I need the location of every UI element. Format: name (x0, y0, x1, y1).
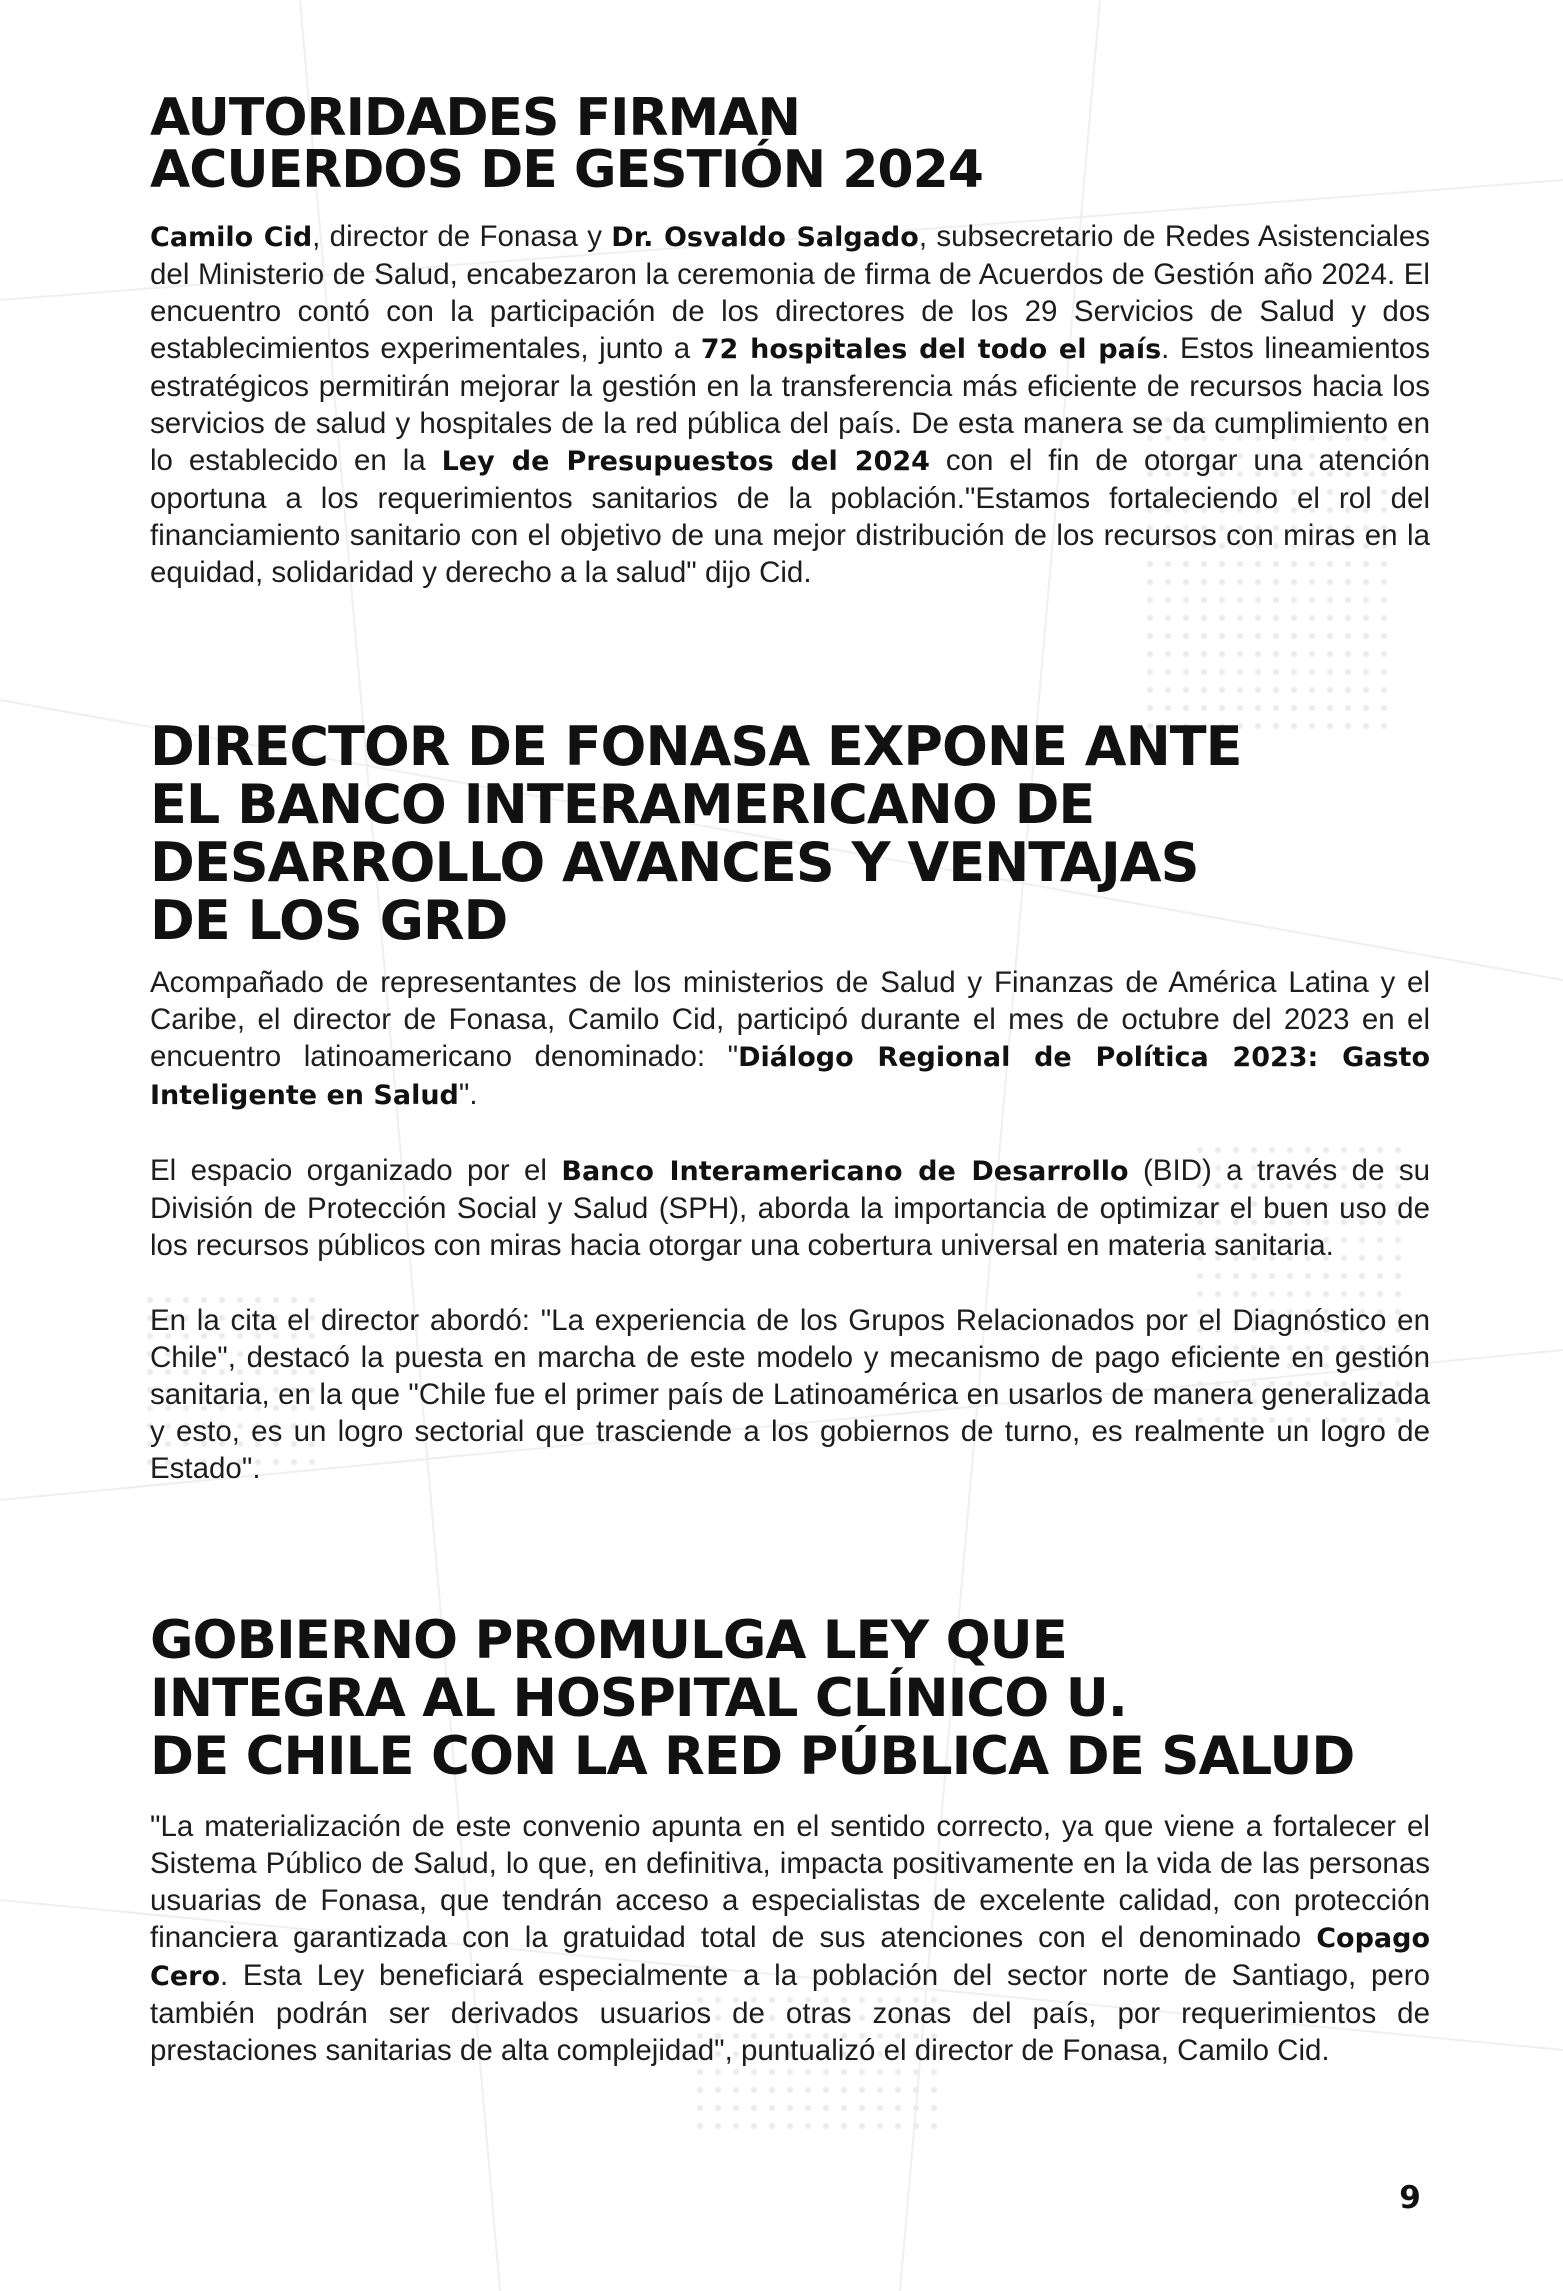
bg-dot (1255, 597, 1261, 603)
bg-dot (1219, 615, 1225, 621)
bg-dot (1183, 633, 1189, 639)
bg-dot (859, 2087, 865, 2093)
bold-text: Camilo Cid (150, 222, 313, 253)
bg-dot (913, 2123, 919, 2129)
title-line: EL BANCO INTERAMERICANO DE (150, 773, 1095, 836)
bg-dot (1183, 705, 1189, 711)
text-run: , subsecretario de Redes Asistenciales del Ministerio de Salud, encabezaron la ceremonia de firma de Acuerdos de Gestión año 2024. El encuentro contó con la participación de los directores de los 29 Servicios de Salud y dos establecimientos experimentales, junto a (150, 220, 1430, 365)
bg-dot (1183, 615, 1189, 621)
article-2 (150, 715, 1431, 1487)
bg-dot (841, 2087, 847, 2093)
bg-dot (1345, 597, 1351, 603)
bg-dot (1309, 651, 1315, 657)
title-line: INTEGRA AL HOSPITAL CLÍNICO U. (150, 1668, 1127, 1729)
bg-dot (841, 2123, 847, 2129)
text-run: El espacio organizado por el (150, 1154, 562, 1187)
bg-dot (715, 2123, 721, 2129)
bg-dot (1201, 705, 1207, 711)
bg-dot (913, 2105, 919, 2111)
bg-dot (1165, 687, 1171, 693)
bg-dot (1273, 687, 1279, 693)
article-1 (150, 88, 1430, 591)
bg-dot (715, 2087, 721, 2093)
text-run: con el fin de otorgar una atención oportuna a los requerimientos sanitarios de la población."Estamos fortaleciendo el rol del financiamiento sanitario con el objetivo de una mejor distribución de los recursos con miras en la equidad, solidaridad y derecho a la salud" dijo Cid. (150, 444, 1430, 589)
title-line: DESARROLLO AVANCES Y VENTAJAS (150, 831, 1199, 894)
bg-dot (1219, 651, 1225, 657)
bg-dot (1381, 615, 1387, 621)
bg-dot (931, 2087, 937, 2093)
bg-dot (877, 2087, 883, 2093)
bg-dot (805, 2105, 811, 2111)
bg-dot (1309, 705, 1315, 711)
bg-dot (1165, 597, 1171, 603)
bg-dot (1327, 705, 1333, 711)
bg-dot (751, 2105, 757, 2111)
bg-dot (805, 2123, 811, 2129)
bg-dot (1273, 705, 1279, 711)
bg-dot (895, 2123, 901, 2129)
bg-dot (733, 2087, 739, 2093)
bg-dot (1309, 615, 1315, 621)
bg-dot (823, 2069, 829, 2075)
bg-dot (1345, 669, 1351, 675)
article-3-paragraph-1 (150, 1808, 1430, 2069)
bg-dot (1273, 651, 1279, 657)
bg-dot (1183, 597, 1189, 603)
bg-dot (931, 2069, 937, 2075)
bg-dot (1255, 669, 1261, 675)
bg-dot (913, 2087, 919, 2093)
bg-dot (733, 2123, 739, 2129)
bg-dot (697, 2123, 703, 2129)
bg-dot (1147, 615, 1153, 621)
bg-dot (1291, 687, 1297, 693)
bg-dot (805, 2087, 811, 2093)
bg-dot (1273, 669, 1279, 675)
bg-dot (697, 2087, 703, 2093)
bg-dot (895, 2087, 901, 2093)
bg-dot (1327, 687, 1333, 693)
bg-dot (1165, 615, 1171, 621)
bg-dot (1363, 687, 1369, 693)
bg-dot (1147, 669, 1153, 675)
bg-dot (1327, 633, 1333, 639)
bg-dot (841, 2069, 847, 2075)
bg-dot (787, 2087, 793, 2093)
bg-dot (1273, 615, 1279, 621)
bg-dot (1381, 687, 1387, 693)
bg-dot (1237, 597, 1243, 603)
bg-dot (1165, 705, 1171, 711)
bold-text: Ley de Presupuestos del 2024 (441, 446, 930, 477)
bg-dot (1291, 633, 1297, 639)
bg-dot (1201, 615, 1207, 621)
bg-dot (877, 2105, 883, 2111)
bg-dot (1255, 687, 1261, 693)
bg-dot (1327, 597, 1333, 603)
bg-dot (769, 2123, 775, 2129)
title-line: GOBIERNO PROMULGA LEY QUE (150, 1610, 1067, 1671)
text-run: ". (458, 1078, 478, 1111)
bg-dot (823, 2123, 829, 2129)
text-run: , director de Fonasa y (312, 220, 612, 253)
bg-dot (1255, 651, 1261, 657)
bg-dot (715, 2069, 721, 2075)
bg-dot (931, 2123, 937, 2129)
bg-dot (1183, 687, 1189, 693)
bg-dot (859, 2105, 865, 2111)
bg-dot (1363, 597, 1369, 603)
bg-dot (751, 2069, 757, 2075)
bg-dot (787, 2123, 793, 2129)
bg-dot (1381, 651, 1387, 657)
bg-dot (1273, 597, 1279, 603)
title-line: DE CHILE CON LA RED PÚBLICA DE SALUD (150, 1726, 1355, 1787)
bg-dot (733, 2105, 739, 2111)
bg-dot (1345, 705, 1351, 711)
article-2-paragraph-2 (150, 1152, 1430, 1264)
article-1-paragraph-1 (150, 218, 1430, 591)
bg-dot (769, 2105, 775, 2111)
bg-dot (1165, 651, 1171, 657)
bg-dot (1345, 633, 1351, 639)
bg-dot (1147, 597, 1153, 603)
bg-dot (1381, 705, 1387, 711)
article-2-paragraph-3 (150, 1302, 1430, 1487)
bg-dot (697, 2069, 703, 2075)
title-line: DIRECTOR DE FONASA EXPONE ANTE (150, 715, 1242, 778)
bg-dot (1327, 651, 1333, 657)
bg-dot (1309, 633, 1315, 639)
bg-dot (1273, 633, 1279, 639)
article-1-title (150, 88, 1430, 200)
bg-dot (1291, 669, 1297, 675)
bg-dot (769, 2087, 775, 2093)
bg-dot (715, 2105, 721, 2111)
bg-dot (1201, 597, 1207, 603)
bold-text: 72 hospitales del todo el país (700, 334, 1162, 365)
bg-dot (1237, 633, 1243, 639)
bg-dot (1345, 687, 1351, 693)
bg-dot (1219, 687, 1225, 693)
bg-dot (1219, 633, 1225, 639)
text-run: . Estos lineamientos estratégicos permitirán mejorar la gestión en la transferencia más eficiente de recursos hacia los servicios de salud y hospitales de la red pública del país. De esta manera se da cumplimiento en lo establecido en la (150, 332, 1430, 477)
bg-dot (1201, 633, 1207, 639)
bg-dot (1255, 615, 1261, 621)
title-line: ACUERDOS DE GESTIÓN 2024 (150, 140, 983, 200)
bg-dot (895, 2069, 901, 2075)
bg-dot (1219, 597, 1225, 603)
bold-text: Copago Cero (150, 1923, 1430, 1992)
bg-dot (1183, 651, 1189, 657)
bg-dot (1345, 615, 1351, 621)
bg-dot (1237, 705, 1243, 711)
bg-dot (1147, 705, 1153, 711)
bold-text: Diálogo Regional de Política 2023: Gasto Inteligente en Salud (150, 1042, 1430, 1111)
bg-dot (859, 2069, 865, 2075)
bg-dot (805, 2069, 811, 2075)
bg-dot (1327, 669, 1333, 675)
bg-dot (1237, 687, 1243, 693)
bg-dot (769, 2069, 775, 2075)
article-2-title (150, 715, 1430, 952)
bg-dot (1165, 669, 1171, 675)
article-2-paragraph-1 (150, 964, 1430, 1114)
bg-dot (1381, 597, 1387, 603)
bg-dot (877, 2123, 883, 2129)
bg-dot (1363, 669, 1369, 675)
bg-dot (1363, 651, 1369, 657)
bg-dot (895, 2105, 901, 2111)
bg-dot (697, 2105, 703, 2111)
bg-dot (751, 2087, 757, 2093)
bg-dot (1201, 651, 1207, 657)
bg-dot (751, 2123, 757, 2129)
bg-dot (787, 2069, 793, 2075)
bg-dot (859, 2123, 865, 2129)
bg-dot (787, 2105, 793, 2111)
bg-dot (1363, 615, 1369, 621)
bg-dot (913, 2069, 919, 2075)
article-3-title (150, 1612, 1430, 1786)
bg-dot (1237, 669, 1243, 675)
bg-dot (877, 2069, 883, 2075)
bg-dot (1345, 651, 1351, 657)
bg-dot (1363, 705, 1369, 711)
text-run: Acompañado de representantes de los ministerios de Salud y Finanzas de América Latina y el Caribe, el director de Fonasa, Camilo Cid, participó durante el mes de octubre del 2023 en el encuentro latinoamericano denominado: " (150, 966, 1430, 1073)
bg-dot (1309, 687, 1315, 693)
bg-dot (1255, 705, 1261, 711)
text-run: . Esta Ley beneficiará especialmente a la población del sector norte de Santiago, pero también podrán ser derivados usuarios de otras zonas del país, por requerimientos de prestaciones sanitarias de alta complejidad", puntualizó el director de Fonasa, Camilo Cid. (150, 1959, 1430, 2067)
text-run: En la cita el director abordó: "La experiencia de los Grupos Relacionados por el Diagnóstico en Chile", destacó la puesta en marcha de este modelo y mecanismo de pago eficiente en gestión sanitaria, en la que "Chile fue el primer país de Latinoamérica en usarlos de manera generalizada y esto, es un logro sectorial que trasciende a los gobiernos de turno, es realmente un logro de Estado". (150, 1304, 1430, 1485)
bg-dot (1291, 597, 1297, 603)
article-3 (150, 1612, 1430, 2069)
bg-dot (1363, 633, 1369, 639)
bg-dot (1147, 687, 1153, 693)
bg-dot (1237, 615, 1243, 621)
bg-dot (1201, 669, 1207, 675)
bg-dot (1327, 615, 1333, 621)
title-line: AUTORIDADES FIRMAN (150, 88, 801, 148)
bg-dot (1219, 705, 1225, 711)
page-number: 9 (1399, 2180, 1421, 2216)
bg-dot (1183, 669, 1189, 675)
bg-dot (1291, 615, 1297, 621)
text-run: (BID) a través de su División de Protección Social y Salud (SPH), aborda la importancia de optimizar el buen uso de los recursos públicos con miras hacia otorgar una cobertura universal en materia sanitaria. (150, 1154, 1431, 1262)
bg-dot (841, 2105, 847, 2111)
bg-dot (1147, 651, 1153, 657)
bg-dot (823, 2105, 829, 2111)
bg-dot (1291, 705, 1297, 711)
bg-dot (1309, 669, 1315, 675)
bg-dot (733, 2069, 739, 2075)
bold-text: Dr. Osvaldo Salgado (611, 222, 919, 253)
bg-dot (1147, 633, 1153, 639)
bg-dot (1309, 597, 1315, 603)
bold-text: Banco Interamericano de Desarrollo (561, 1156, 1129, 1187)
bg-dot (1291, 651, 1297, 657)
title-line: DE LOS GRD (150, 889, 508, 952)
bg-dot (1201, 687, 1207, 693)
bg-dot (931, 2105, 937, 2111)
bg-dot (823, 2087, 829, 2093)
bg-dot (1165, 633, 1171, 639)
bg-dot (1237, 651, 1243, 657)
bg-dot (1381, 633, 1387, 639)
bg-dot (1255, 633, 1261, 639)
bg-dot (1381, 669, 1387, 675)
text-run: "La materialización de este convenio apunta en el sentido correcto, ya que viene a fortalecer el Sistema Público de Salud, lo que, en definitiva, impacta positivamente en la vida de las personas usuarias de Fonasa, que tendrán acceso a especialistas de excelente calidad, con protección financiera garantizada con la gratuidad total de sus atenciones con el denominado (150, 1810, 1430, 1954)
bg-dot (1219, 669, 1225, 675)
